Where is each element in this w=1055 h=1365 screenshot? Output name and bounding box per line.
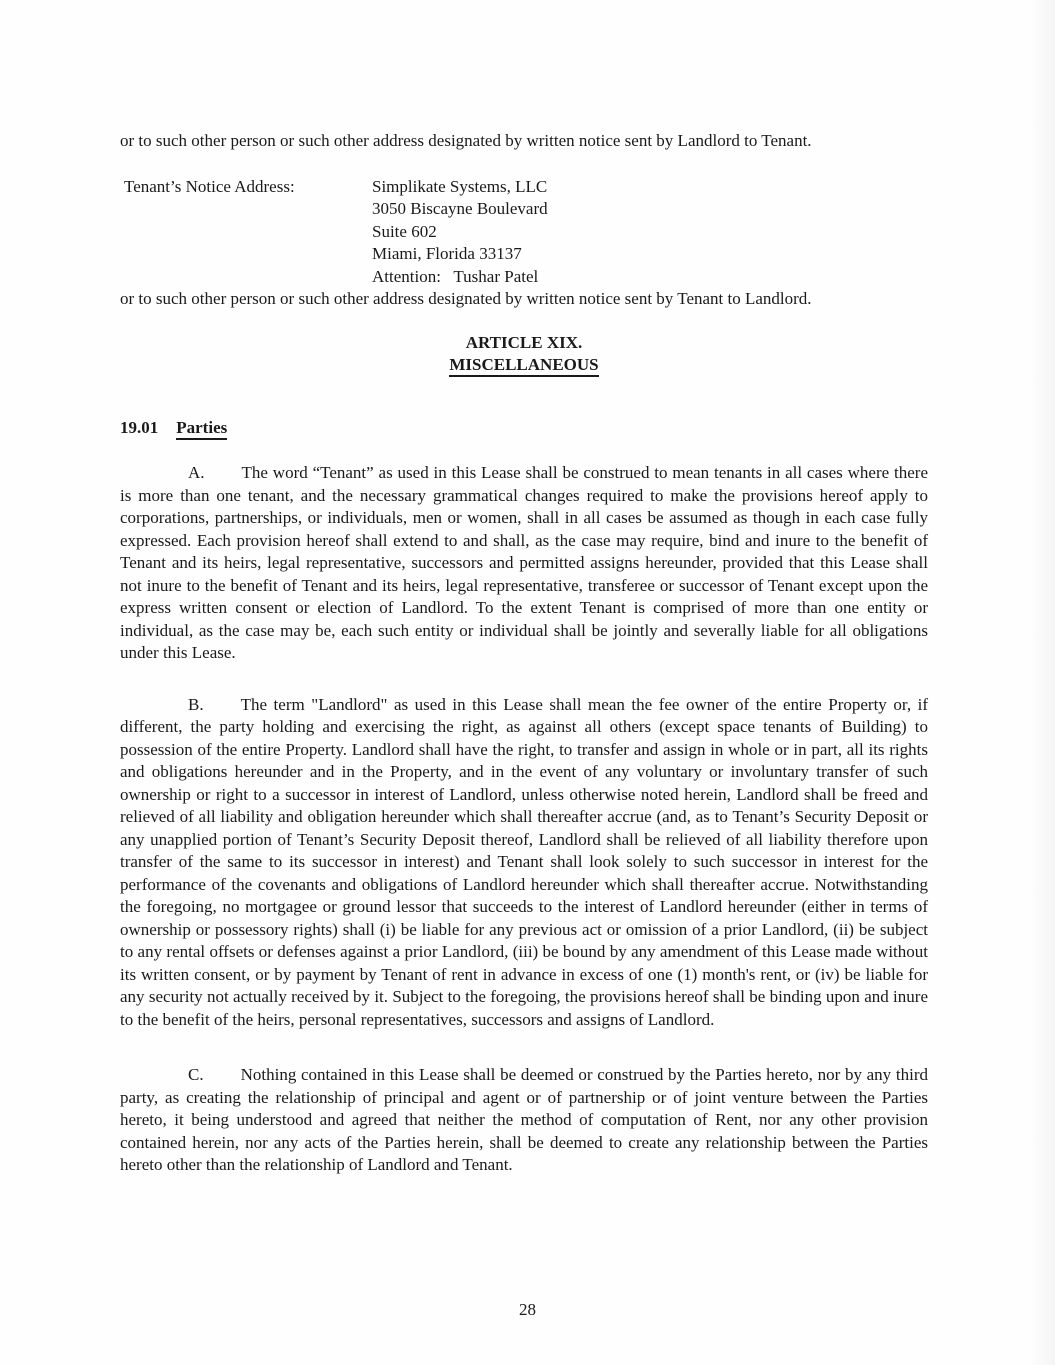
address-city-state-zip: Miami, Florida 33137 xyxy=(372,244,522,263)
paragraph-letter: C. xyxy=(188,1065,204,1084)
page-number: 28 xyxy=(519,1300,536,1319)
notice-address-label: Tenant’s Notice Address: xyxy=(124,176,295,196)
address-company: Simplikate Systems, LLC xyxy=(372,176,548,196)
paragraph-letter: B. xyxy=(188,694,204,714)
address-street: 3050 Biscayne Boulevard xyxy=(372,199,548,218)
document-content xyxy=(120,130,928,1177)
article-heading xyxy=(120,332,928,378)
paragraph-letter: A. xyxy=(188,463,205,482)
continuation-text-landlord-to-tenant: or to such other person or such other address designated by written notice sent by Landlord to Tenant. xyxy=(120,131,812,150)
article-title: ARTICLE XIX. xyxy=(465,332,583,352)
section-number: 19.01 xyxy=(120,418,159,437)
article-subtitle: MISCELLANEOUS xyxy=(449,355,598,377)
lease-paragraph-b xyxy=(120,694,928,1032)
address-attention: Attention: Tushar Patel xyxy=(372,266,539,286)
paragraph-text: The term "Landlord" as used in this Lease shall mean the fee owner of the entire Property or, if different, the party holding and exercising the right, as against all others (except space tenants of Building) to possession of the entire Property. Landlord shall have the right, to transfer and assign in whole or in part, all its rights and obligations hereunder and in the Property, and in the event of any voluntary or involuntary transfer of such ownership or right to a successor in interest of Landlord, unless otherwise noted herein, Landlord shall be freed and relieved of all liability and obligation hereunder which shall thereafter accrue (and, as to Tenant’s Security Deposit or any unapplied portion of Tenant’s Security Deposit thereof, Landlord shall be relieved of all liability therefore upon transfer of the same to its successor in interest) and Tenant shall look solely to such successor in interest for the performance of the covenants and obligations of Landlord hereunder which shall thereafter accrue. Notwithstanding the foregoing, no mortgagee or ground lessor that succeeds to the interest of Landlord hereunder (either in terms of ownership or possessory rights) shall (i) be liable for any previous act or omission of a prior Landlord, (ii) be subject to any rental offsets or defenses against a prior Landlord, (iii) be bound by any amendment of this Lease made without its written consent, or by payment by Tenant of rent in advance in excess of one (1) month's rent, or (iv) be liable for any security not actually received by it. Subject to the foregoing, the provisions hereof shall be binding upon and inure to the benefit of the heirs, personal representatives, successors and assigns of Landlord. xyxy=(120,694,928,1029)
tenant-notice-address-block xyxy=(120,176,928,289)
section-heading xyxy=(120,417,928,440)
paragraph-text: The word “Tenant” as used in this Lease shall be construed to mean tenants in all cases where there is more than one tenant, and the necessary grammatical changes required to make the provisions hereof apply to corporations, partnerships, or individuals, men or women, shall in all cases be assumed as though in each case fully expressed. Each provision hereof shall extend to and shall, as the case may require, bind and inure to the benefit of Tenant and its heirs, legal representative, successors and permitted assigns hereunder, provided that this Lease shall not inure to the benefit of Tenant and its heirs, legal representative, transferee or successor of Tenant except upon the express written consent or election of Landlord. To the extent Tenant is comprised of more than one entity or individual, as the case may be, each such entity or individual shall be jointly and severally liable for all obligations under this Lease. xyxy=(120,463,928,662)
lease-paragraph-a xyxy=(120,462,928,665)
address-suite: Suite 602 xyxy=(372,221,437,241)
section-title: Parties xyxy=(176,418,227,440)
paragraph-text: Nothing contained in this Lease shall be deemed or construed by the Parties hereto, nor by any third party, as creating the relationship of principal and agent or of partnership or of joint venture between the Parties hereto, it being understood and agreed that neither the method of computation of Rent, nor any other provision contained herein, nor any acts of the Parties herein, shall be deemed to create any relationship between the Parties hereto other than the relationship of Landlord and Tenant. xyxy=(120,1065,928,1174)
article-subtitle-row xyxy=(120,354,928,377)
notice-address-lines xyxy=(372,176,548,289)
lease-paragraph-c xyxy=(120,1064,928,1177)
continuation-text-tenant-to-landlord: or to such other person or such other address designated by written notice sent by Tenant to Landlord. xyxy=(120,289,812,308)
